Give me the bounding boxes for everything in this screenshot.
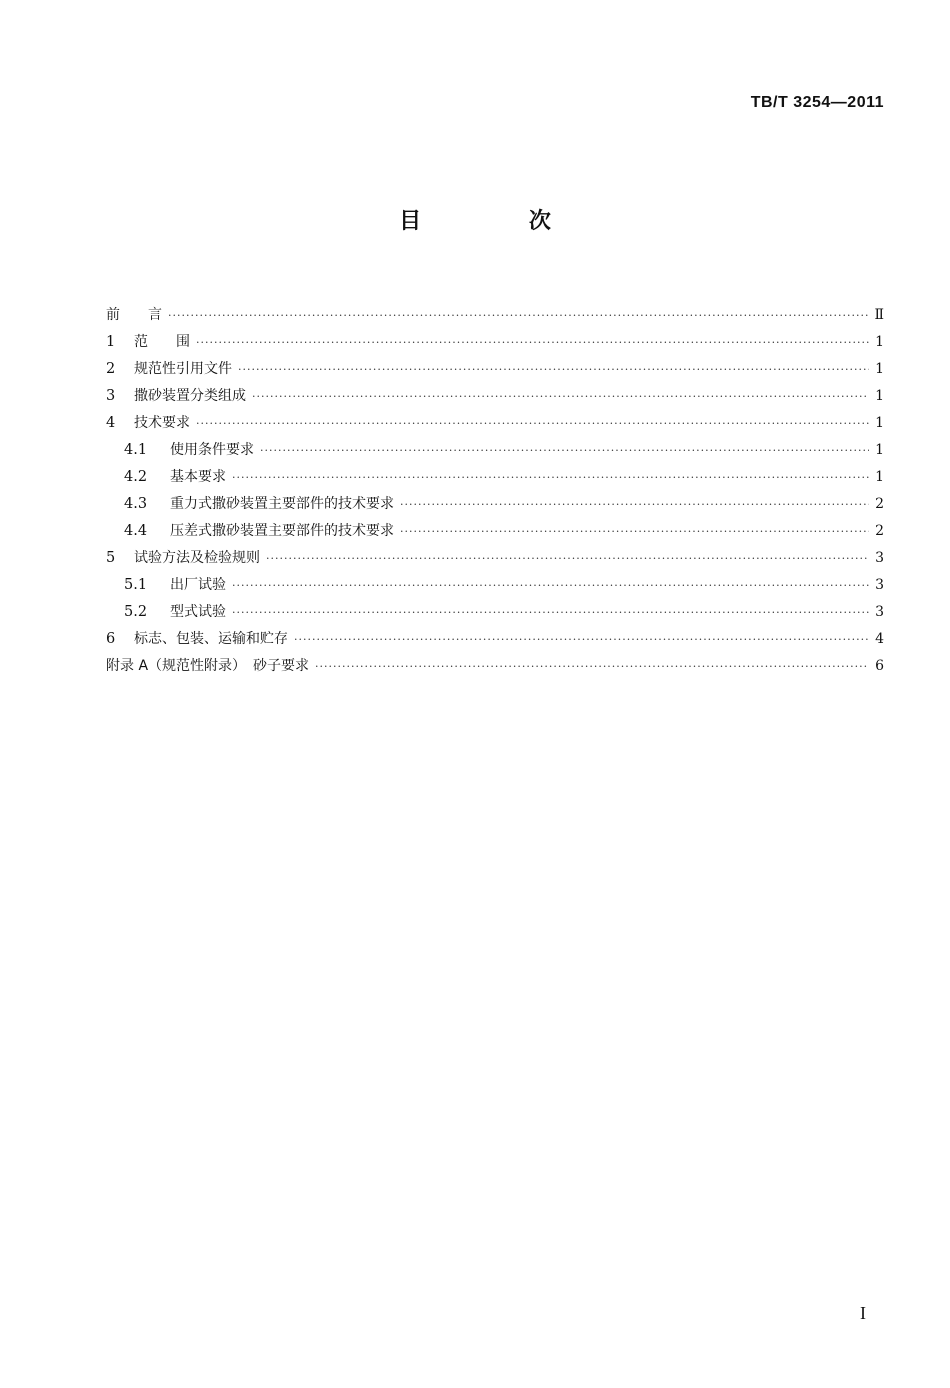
table-of-contents [106, 302, 884, 680]
toc-number: 4.3 [124, 496, 148, 512]
toc-label: 压差式撒砂装置主要部件的技术要求 [170, 523, 394, 539]
toc-page-number: 2 [875, 523, 884, 539]
toc-page-number: 3 [875, 577, 884, 593]
toc-label: 基本要求 [170, 469, 226, 485]
toc-page-number: 1 [875, 388, 884, 404]
toc-leader-dots [294, 626, 869, 653]
toc-label: 使用条件要求 [170, 442, 254, 458]
standard-code: TB/T 3254—2011 [750, 94, 884, 111]
toc-leader-dots [252, 383, 869, 410]
toc-number: 5 [106, 550, 116, 566]
page-title: 目 次 [399, 209, 601, 234]
toc-leader-dots [400, 518, 869, 545]
toc-number: 3 [106, 388, 116, 404]
toc-label: 范 围 [134, 334, 190, 350]
toc-label: 试验方法及检验规则 [134, 550, 260, 566]
toc-label: 型式试验 [170, 604, 226, 620]
toc-leader-dots [238, 356, 869, 383]
toc-page-number: 3 [875, 604, 884, 620]
toc-page-number: Ⅱ [874, 307, 884, 323]
toc-leader-dots [315, 653, 869, 680]
toc-number: 4.2 [124, 469, 148, 485]
toc-entry-4-4[interactable] [106, 518, 884, 545]
toc-label: 规范性引用文件 [134, 361, 232, 377]
toc-leader-dots [196, 329, 869, 356]
toc-page-number: 1 [875, 334, 884, 350]
toc-entry-4-3[interactable] [106, 491, 884, 518]
toc-number: 5.1 [124, 577, 148, 593]
toc-page-number: 4 [875, 631, 884, 647]
toc-page-number: 3 [875, 550, 884, 566]
toc-entry-annex-a[interactable] [106, 653, 884, 680]
toc-label: 前 言 [106, 307, 162, 323]
toc-entry-classification[interactable] [106, 383, 884, 410]
toc-label: 撒砂装置分类组成 [134, 388, 246, 404]
toc-entry-normative-references[interactable] [106, 356, 884, 383]
toc-entry-foreword[interactable] [106, 302, 884, 329]
toc-entry-4-1[interactable] [106, 437, 884, 464]
toc-entry-scope[interactable] [106, 329, 884, 356]
toc-leader-dots [196, 410, 869, 437]
toc-leader-dots [232, 464, 869, 491]
toc-page-number: 6 [875, 658, 884, 674]
toc-page-number: 1 [875, 415, 884, 431]
toc-label: 标志、包装、运输和贮存 [134, 631, 288, 647]
toc-page-number: 1 [875, 469, 884, 485]
toc-entry-4-2[interactable] [106, 464, 884, 491]
toc-leader-dots [232, 599, 869, 626]
toc-leader-dots [232, 572, 869, 599]
toc-entry-5-2[interactable] [106, 599, 884, 626]
toc-leader-dots [168, 302, 868, 329]
toc-label: 技术要求 [134, 415, 190, 431]
toc-entry-technical-requirements[interactable] [106, 410, 884, 437]
toc-number: 4.4 [124, 523, 148, 539]
toc-number: 6 [106, 631, 116, 647]
toc-page-number: 1 [875, 442, 884, 458]
toc-entry-test-methods[interactable] [106, 545, 884, 572]
toc-page-number: 2 [875, 496, 884, 512]
page-number: I [860, 1303, 866, 1323]
toc-label: 出厂试验 [170, 577, 226, 593]
toc-page-number: 1 [875, 361, 884, 377]
toc-leader-dots [260, 437, 869, 464]
toc-label: 附录 A（规范性附录） 砂子要求 [106, 658, 310, 674]
toc-entry-marking-packaging[interactable] [106, 626, 884, 653]
toc-number: 4.1 [124, 442, 148, 458]
toc-number: 4 [106, 415, 116, 431]
toc-entry-5-1[interactable] [106, 572, 884, 599]
toc-label: 重力式撒砂装置主要部件的技术要求 [170, 496, 394, 512]
toc-number: 2 [106, 361, 116, 377]
toc-leader-dots [400, 491, 869, 518]
toc-number: 5.2 [124, 604, 148, 620]
toc-number: 1 [106, 334, 116, 350]
toc-leader-dots [266, 545, 869, 572]
